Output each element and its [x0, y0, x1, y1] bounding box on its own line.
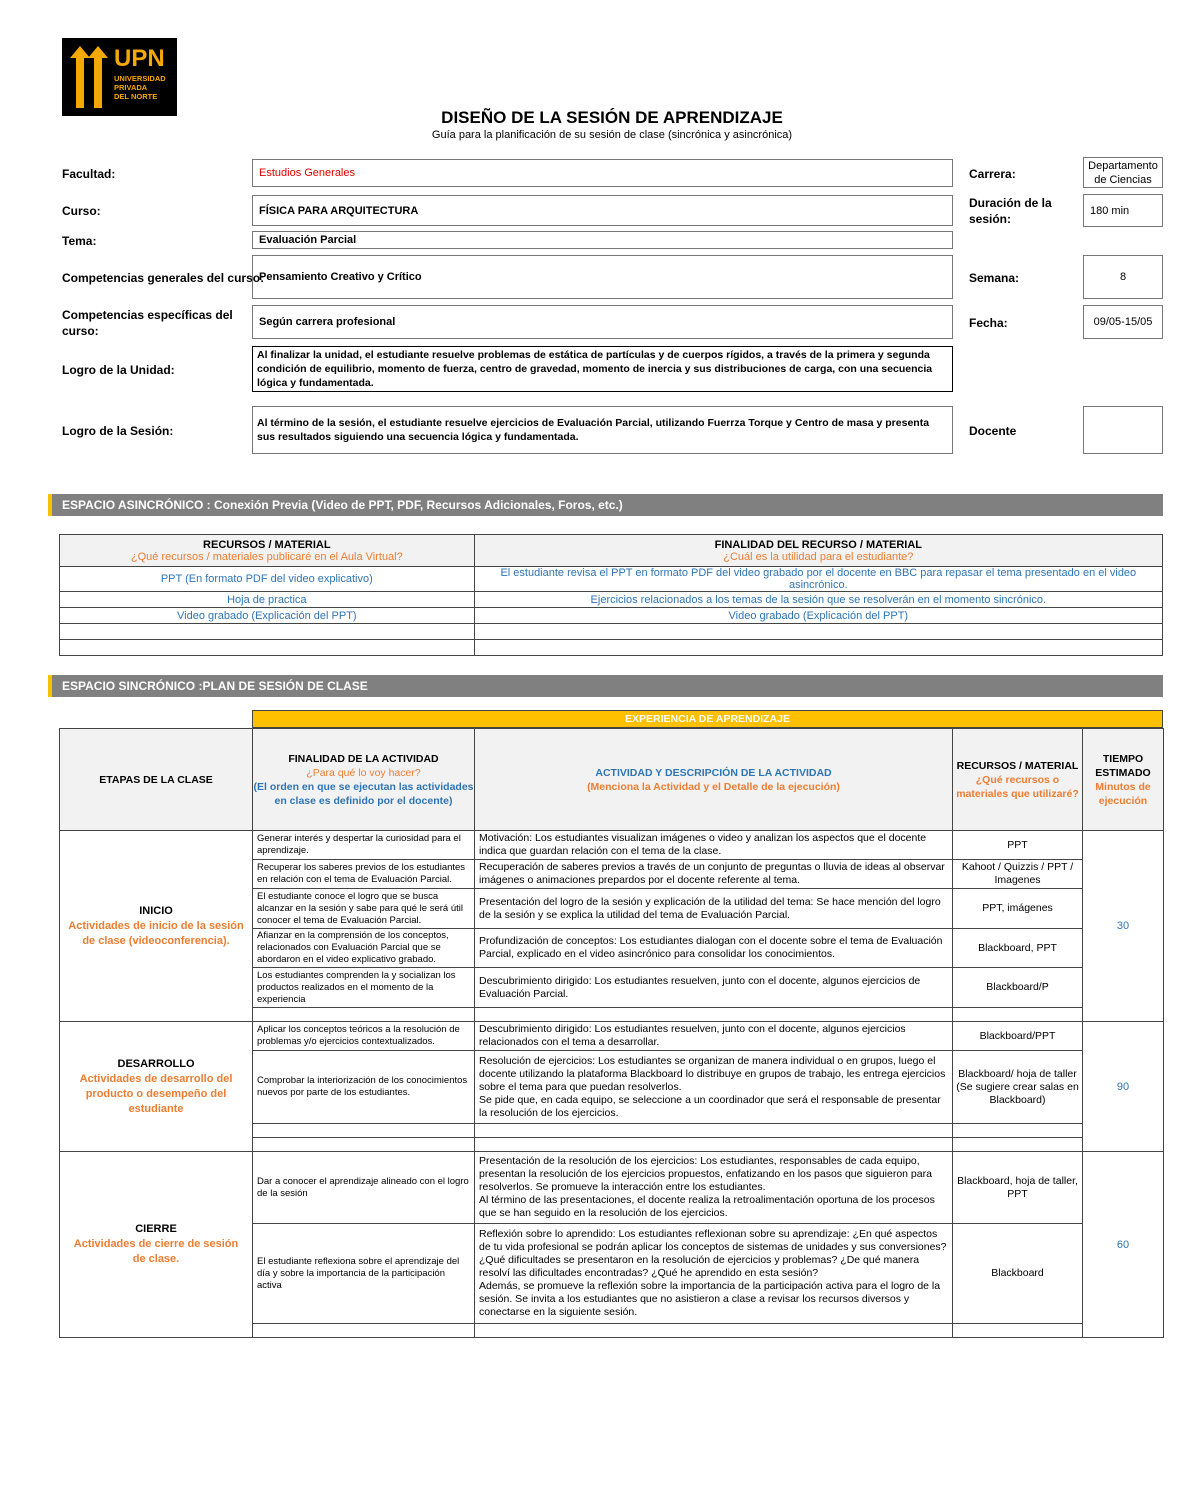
- finalidad-cell: El estudiante reflexiona sobre el aprendizaje del día y sobre la importancia de la participación activa: [253, 1224, 475, 1324]
- finalidad-cell: Generar interés y despertar la curiosidad para el aprendizaje.: [253, 831, 475, 860]
- upn-logo: [62, 38, 177, 116]
- finalidad-cell: [253, 1124, 475, 1138]
- finalidad-cell: Comprobar la interiorización de los conocimientos nuevos por parte de los estudiantes.: [253, 1051, 475, 1124]
- comp-gen-label: Competencias generales del curso:: [62, 271, 265, 285]
- async-finalidad: [474, 624, 1162, 640]
- header-actividad: ACTIVIDAD Y DESCRIPCIÓN DE LA ACTIVIDAD (Menciona la Actividad y el Detalle de la ejecución): [475, 729, 953, 831]
- recurso-cell: Blackboard/PPT: [953, 1022, 1083, 1051]
- upn-arrows-icon: [68, 44, 110, 110]
- stage-inicio: INICIO Actividades de inicio de la sesión de clase (videoconferencia).: [60, 831, 253, 1022]
- header-etapas: ETAPAS DE LA CLASE: [60, 729, 253, 831]
- comp-esp-field: Según carrera profesional: [252, 305, 953, 339]
- finalidad-cell: El estudiante conoce el logro que se busca alcanzar en la sesión y sabe para qué le será útil conocer el tema de Evaluación Parcial.: [253, 889, 475, 929]
- semana-label: Semana:: [969, 271, 1020, 285]
- table-row: [60, 624, 1163, 640]
- duracion-label: Duración de la sesión:: [969, 196, 1052, 226]
- table-row: [60, 1152, 1164, 1224]
- tema-field: Evaluación Parcial: [252, 231, 953, 249]
- table-row: [60, 608, 1163, 624]
- recurso-cell: Blackboard, PPT: [953, 929, 1083, 968]
- logro-sesion-field: Al término de la sesión, el estudiante resuelve ejercicios de Evaluación Parcial, utilizando Fuerrza Torque y Centro de masa y presenta sus resultados siguiendo una secuencia lógica y fundamentada.: [252, 406, 953, 454]
- actividad-cell: [475, 1324, 953, 1338]
- actividad-cell: Motivación: Los estudiantes visualizan imágenes o video y analizan los aspectos que el docente indica que guardan relación con el tema de la clase.: [475, 831, 953, 860]
- docente-label: Docente: [969, 424, 1017, 438]
- actividad-cell: Presentación del logro de la sesión y explicación de la utilidad del tema: Se hace mención del logro de la sesión y se explica la utilidad del tema de Evaluación Parcial.: [475, 889, 953, 929]
- async-finalidad: Ejercicios relacionados a los temas de la sesión que se resolverán en el momento sincrónico.: [474, 592, 1162, 608]
- logro-unidad-field: Al finalizar la unidad, el estudiante resuelve problemas de estática de partículas y de cuerpos rígidos, a través de la primera y segunda condición de equilibrio, momento de fuerza, centro de gravedad, momento de inercia y sus distribuciones de carga, con una secuencia lógica y fundamentada.: [252, 346, 953, 392]
- finalidad-cell: Los estudiantes comprenden la y socializan los productos realizados en el momento de la experiencia: [253, 968, 475, 1008]
- curso-field: FÍSICA PARA ARQUITECTURA: [252, 195, 953, 226]
- sync-plan-table: [59, 728, 1164, 1338]
- docente-field: [1083, 406, 1163, 454]
- fecha-label: Fecha:: [969, 316, 1008, 330]
- finalidad-cell: [253, 1324, 475, 1338]
- recurso-cell: [953, 1138, 1083, 1152]
- page-title: DISEÑO DE LA SESIÓN DE APRENDIZAJE: [441, 108, 783, 127]
- comp-gen-field: Pensamiento Creativo y Crítico: [252, 255, 953, 299]
- actividad-cell: Descubrimiento dirigido: Los estudiantes resuelven, junto con el docente, algunos ejercicios de Evaluación Parcial.: [475, 968, 953, 1008]
- async-recurso: [60, 624, 475, 640]
- time-desarrollo: 90: [1083, 1022, 1164, 1152]
- tema-label: Tema:: [62, 234, 97, 248]
- logo-subtext: UNIVERSIDAD PRIVADA DEL NORTE: [114, 74, 166, 101]
- actividad-cell: Reflexión sobre lo aprendido: Los estudiantes reflexionan sobre su aprendizaje: ¿En qué aspectos de tu vida profesional se podrán aplicar los conceptos de sistemas de unidades y sus conversiones? ¿Qué dificultades se presentaron en la resolución de ejercicios y problemas? ¿De qué manera resolví las dificultades encontradas? ¿Qué he aprendido en esta sesión? Además, se promueve la reflexión sobre la importancia de la participación activa para el logro de la sesión. Se invita a los estudiantes que no asistieron a clase a revisar los recursos diversos y conectarse en la siguiente sesión.: [475, 1224, 953, 1324]
- facultad-label: Facultad:: [62, 167, 116, 181]
- recurso-cell: PPT, imágenes: [953, 889, 1083, 929]
- actividad-cell: [475, 1008, 953, 1022]
- async-finalidad: Video grabado (Explicación del PPT): [474, 608, 1162, 624]
- actividad-cell: [475, 1124, 953, 1138]
- time-cierre: 60: [1083, 1152, 1164, 1338]
- stage-cierre: CIERRE Actividades de cierre de sesión de clase.: [60, 1152, 253, 1338]
- async-finalidad: [474, 640, 1162, 656]
- async-recurso: Video grabado (Explicación del PPT): [60, 608, 475, 624]
- curso-label: Curso:: [62, 204, 101, 218]
- page-subtitle: Guía para la planificación de su sesión de clase (sincrónica y asincrónica): [431, 129, 793, 141]
- semana-field: 8: [1083, 255, 1163, 299]
- time-inicio: 30: [1083, 831, 1164, 1022]
- actividad-cell: Resolución de ejercicios: Los estudiantes se organizan de manera individual o en grupos, luego el docente utilizando la plataforma Blackboard lo distribuye en grupos de trabajo, les entrega ejercicios sobre el tema para que puedan resolverlos. Se pide que, en cada equipo, se seleccione a un coordinador que será el responsable de presentar la resolución de los ejercicios.: [475, 1051, 953, 1124]
- table-row: [60, 831, 1164, 860]
- async-col1-header: RECURSOS / MATERIAL ¿Qué recursos / materiales publicaré en el Aula Virtual?: [60, 535, 475, 567]
- finalidad-cell: Afianzar en la comprensión de los conceptos, relacionados con Evaluación Parcial que se abordaron en el video explicativo grabado.: [253, 929, 475, 968]
- recurso-cell: Blackboard, hoja de taller, PPT: [953, 1152, 1083, 1224]
- async-col2-header: FINALIDAD DEL RECURSO / MATERIAL ¿Cuál es la utilidad para el estudiante?: [474, 535, 1162, 567]
- finalidad-cell: Dar a conocer el aprendizaje alineado con el logro de la sesión: [253, 1152, 475, 1224]
- table-row: [60, 1022, 1164, 1051]
- experiencia-header: EXPERIENCIA DE APRENDIZAJE: [252, 710, 1163, 728]
- table-row: [60, 567, 1163, 592]
- sync-banner: ESPACIO SINCRÓNICO :PLAN DE SESIÓN DE CLASE: [48, 675, 1163, 697]
- recurso-cell: [953, 1008, 1083, 1022]
- actividad-cell: Descubrimiento dirigido: Los estudiantes resuelven, junto con el docente, algunos ejercicios relacionados con el tema a desarrollar.: [475, 1022, 953, 1051]
- header-tiempo: TIEMPO ESTIMADO Minutos de ejecución: [1083, 729, 1164, 831]
- finalidad-cell: [253, 1008, 475, 1022]
- fecha-field: 09/05-15/05: [1083, 305, 1163, 339]
- header-finalidad: FINALIDAD DE LA ACTIVIDAD ¿Para qué lo voy hacer? (El orden en que se ejecutan las actividades en clase es definido por el docente): [253, 729, 475, 831]
- carrera-field: Departamento de Ciencias: [1083, 157, 1163, 188]
- finalidad-cell: [253, 1138, 475, 1152]
- table-row: [60, 640, 1163, 656]
- actividad-cell: Presentación de la resolución de los ejercicios: Los estudiantes, responsables de cada equipo, presentan la resolución de los ejercicios propuestos, enfatizando en los pasos que siguieron para resolverlos. Se promueve la interacción entre los estudiantes. Al término de las presentaciones, el docente realiza la retroalimentación oportuna de los procesos que se han seguido en la resolución de los ejercicios.: [475, 1152, 953, 1224]
- async-finalidad: El estudiante revisa el PPT en formato PDF del video grabado por el docente en BBC para repasar el tema presentado en el video asincrónico.: [474, 567, 1162, 592]
- recurso-cell: Kahoot / Quizzis / PPT / Imagenes: [953, 860, 1083, 889]
- async-resources-table: [59, 534, 1163, 656]
- comp-esp-label: Competencias específicas del curso:: [62, 308, 233, 338]
- carrera-label: Carrera:: [969, 167, 1016, 181]
- logro-unidad-label: Logro de la Unidad:: [62, 363, 175, 377]
- async-recurso: [60, 640, 475, 656]
- actividad-cell: Profundización de conceptos: Los estudiantes dialogan con el docente sobre el tema de Evaluación Parcial, explicado en el video asincrónico para consolidar los conocimientos.: [475, 929, 953, 968]
- recurso-cell: [953, 1124, 1083, 1138]
- table-row: [60, 592, 1163, 608]
- async-recurso: PPT (En formato PDF del video explicativo): [60, 567, 475, 592]
- actividad-cell: Recuperación de saberes previos a través de un conjunto de preguntas o lluvia de ideas al observar imágenes o animaciones prepardos por el docente referente al tema.: [475, 860, 953, 889]
- facultad-field: Estudios Generales: [252, 159, 953, 187]
- recurso-cell: PPT: [953, 831, 1083, 860]
- recurso-cell: Blackboard/ hoja de taller (Se sugiere crear salas en Blackboard): [953, 1051, 1083, 1124]
- async-banner: ESPACIO ASINCRÓNICO : Conexión Previa (Video de PPT, PDF, Recursos Adicionales, Foros, etc.): [48, 494, 1163, 516]
- stage-desarrollo: DESARROLLO Actividades de desarrollo del producto o desempeño del estudiante: [60, 1022, 253, 1152]
- recurso-cell: Blackboard: [953, 1224, 1083, 1324]
- recurso-cell: Blackboard/P: [953, 968, 1083, 1008]
- duracion-field: 180 min: [1083, 194, 1163, 227]
- finalidad-cell: Aplicar los conceptos teóricos a la resolución de problemas y/o ejercicios contextualizados.: [253, 1022, 475, 1051]
- logo-text: UPN: [114, 45, 165, 72]
- recurso-cell: [953, 1324, 1083, 1338]
- actividad-cell: [475, 1138, 953, 1152]
- logro-sesion-label: Logro de la Sesión:: [62, 424, 174, 438]
- async-recurso: Hoja de practica: [60, 592, 475, 608]
- header-recursos: RECURSOS / MATERIAL ¿Qué recursos o materiales que utilizaré?: [953, 729, 1083, 831]
- finalidad-cell: Recuperar los saberes previos de los estudiantes en relación con el tema de Evaluación Parcial.: [253, 860, 475, 889]
